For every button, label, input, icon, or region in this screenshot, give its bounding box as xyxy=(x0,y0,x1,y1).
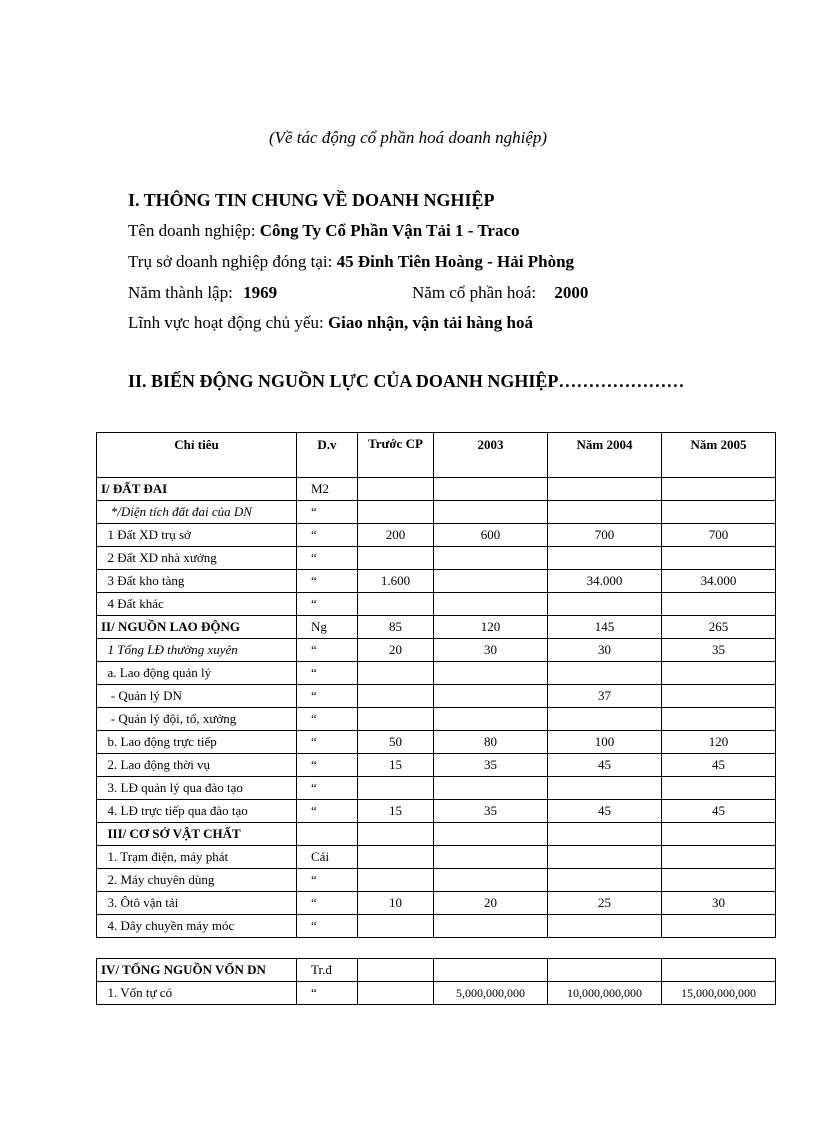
resources-table xyxy=(96,432,776,938)
table-row xyxy=(97,639,776,662)
row-unit: “ xyxy=(297,685,358,708)
table-row xyxy=(97,570,776,593)
row-label: 2. Máy chuyên dùng xyxy=(97,869,297,892)
row-value xyxy=(434,869,548,892)
row-value xyxy=(434,823,548,846)
row-label: 3. LĐ quản lý qua đào tạo xyxy=(97,777,297,800)
row-unit: “ xyxy=(297,501,358,524)
row-unit: “ xyxy=(297,708,358,731)
row-value: 45 xyxy=(662,754,776,777)
row-value xyxy=(434,478,548,501)
row-value: 10 xyxy=(358,892,434,915)
row-value xyxy=(662,547,776,570)
row-value: 120 xyxy=(434,616,548,639)
row-unit: “ xyxy=(297,524,358,547)
row-label: IV/ TỔNG NGUỒN VỐN DN xyxy=(97,959,297,982)
table-row xyxy=(97,685,776,708)
row-label: a. Lao động quản lý xyxy=(97,662,297,685)
table-row xyxy=(97,869,776,892)
row-label: I/ ĐẤT ĐAI xyxy=(97,478,297,501)
business-field-value: Giao nhận, vận tải hàng hoá xyxy=(327,313,533,332)
row-value: 200 xyxy=(358,524,434,547)
table-row xyxy=(97,823,776,846)
row-value xyxy=(358,959,434,982)
row-value: 45 xyxy=(548,754,662,777)
row-value xyxy=(358,547,434,570)
row-label: b. Lao động trực tiếp xyxy=(97,731,297,754)
row-value xyxy=(434,501,548,524)
row-label: 2. Lao động thời vụ xyxy=(97,754,297,777)
address-label: Trụ sở doanh nghiệp đóng tại: xyxy=(128,252,333,271)
row-value: 1.600 xyxy=(358,570,434,593)
row-value: 34.000 xyxy=(548,570,662,593)
row-value xyxy=(434,846,548,869)
row-value xyxy=(358,478,434,501)
row-label: - Quản lý đội, tổ, xưởng xyxy=(97,708,297,731)
header-2003: 2003 xyxy=(434,433,548,478)
row-label: 3 Đất kho tàng xyxy=(97,570,297,593)
row-value xyxy=(662,685,776,708)
table-row xyxy=(97,982,776,1005)
row-value: 600 xyxy=(434,524,548,547)
table-row xyxy=(97,892,776,915)
table-row xyxy=(97,547,776,570)
row-value xyxy=(434,685,548,708)
row-value xyxy=(662,869,776,892)
row-value xyxy=(434,959,548,982)
row-value xyxy=(434,662,548,685)
row-value xyxy=(548,959,662,982)
row-label: 1 Tổng LĐ thường xuyên xyxy=(97,639,297,662)
row-value xyxy=(548,708,662,731)
row-value xyxy=(434,708,548,731)
row-value xyxy=(358,593,434,616)
business-field-line xyxy=(128,313,533,333)
row-value xyxy=(548,869,662,892)
table-row xyxy=(97,708,776,731)
row-value: 15,000,000,000 xyxy=(662,982,776,1005)
row-value xyxy=(358,777,434,800)
row-value xyxy=(548,777,662,800)
row-value: 120 xyxy=(662,731,776,754)
row-value xyxy=(662,823,776,846)
company-name-line xyxy=(128,221,520,241)
row-unit: “ xyxy=(297,639,358,662)
row-unit: Cái xyxy=(297,846,358,869)
row-value: 265 xyxy=(662,616,776,639)
address-line xyxy=(128,252,574,272)
founded-value: 1969 xyxy=(243,283,278,302)
row-label: 4 Đất khác xyxy=(97,593,297,616)
row-value: 100 xyxy=(548,731,662,754)
row-value: 37 xyxy=(548,685,662,708)
row-value: 15 xyxy=(358,754,434,777)
row-value: 35 xyxy=(434,754,548,777)
capital-table xyxy=(96,958,776,1005)
row-value: 30 xyxy=(434,639,548,662)
table-row xyxy=(97,478,776,501)
table-row xyxy=(97,501,776,524)
table-row xyxy=(97,915,776,938)
business-field-label: Lĩnh vực hoạt động chủ yếu: xyxy=(128,313,324,332)
row-value xyxy=(662,846,776,869)
row-value xyxy=(358,846,434,869)
row-value: 30 xyxy=(548,639,662,662)
row-value xyxy=(434,593,548,616)
header-2005: Năm 2005 xyxy=(662,433,776,478)
row-value xyxy=(662,777,776,800)
row-unit: Ng xyxy=(297,616,358,639)
row-value xyxy=(358,662,434,685)
company-name-value: Công Ty Cổ Phần Vận Tải 1 - Traco xyxy=(259,221,520,240)
row-value: 5,000,000,000 xyxy=(434,982,548,1005)
row-value: 10,000,000,000 xyxy=(548,982,662,1005)
address-value: 45 Đinh Tiên Hoàng - Hải Phòng xyxy=(336,252,575,271)
row-unit: “ xyxy=(297,662,358,685)
row-value: 85 xyxy=(358,616,434,639)
row-value: 35 xyxy=(662,639,776,662)
row-unit xyxy=(297,823,358,846)
table-row xyxy=(97,593,776,616)
row-value xyxy=(358,915,434,938)
table-row xyxy=(97,524,776,547)
row-value xyxy=(662,593,776,616)
row-value xyxy=(662,662,776,685)
row-value: 34.000 xyxy=(662,570,776,593)
row-value xyxy=(358,869,434,892)
row-value xyxy=(662,959,776,982)
row-value xyxy=(358,823,434,846)
row-label: 1. Vốn tự có xyxy=(97,982,297,1005)
equitized-value: 2000 xyxy=(554,283,589,302)
row-unit: “ xyxy=(297,754,358,777)
row-value: 25 xyxy=(548,892,662,915)
row-label: - Quản lý DN xyxy=(97,685,297,708)
row-value: 700 xyxy=(548,524,662,547)
section1-heading: I. THÔNG TIN CHUNG VỀ DOANH NGHIỆP xyxy=(128,190,495,210)
row-label: 3. Ôtô vận tải xyxy=(97,892,297,915)
table-header-row xyxy=(97,433,776,478)
row-unit: “ xyxy=(297,982,358,1005)
row-value xyxy=(548,662,662,685)
row-value xyxy=(548,547,662,570)
row-value xyxy=(358,982,434,1005)
row-unit: “ xyxy=(297,777,358,800)
row-value: 35 xyxy=(434,800,548,823)
row-unit: “ xyxy=(297,570,358,593)
row-value xyxy=(548,846,662,869)
row-value xyxy=(548,823,662,846)
row-value xyxy=(434,570,548,593)
row-value xyxy=(548,915,662,938)
header-unit: D.v xyxy=(297,433,358,478)
row-value xyxy=(434,915,548,938)
row-value xyxy=(662,478,776,501)
row-unit: M2 xyxy=(297,478,358,501)
table-row xyxy=(97,846,776,869)
row-value xyxy=(358,685,434,708)
row-value xyxy=(662,501,776,524)
row-value xyxy=(434,777,548,800)
row-value: 30 xyxy=(662,892,776,915)
row-value: 45 xyxy=(548,800,662,823)
row-label: 4. LĐ trực tiếp qua đào tạo xyxy=(97,800,297,823)
row-label: */Diện tích đất đai của DN xyxy=(97,501,297,524)
row-value xyxy=(662,915,776,938)
document-subtitle: (Về tác động cổ phần hoá doanh nghiệp) xyxy=(268,128,548,147)
row-label: 4. Dây chuyền máy móc xyxy=(97,915,297,938)
row-value: 50 xyxy=(358,731,434,754)
row-unit: “ xyxy=(297,731,358,754)
company-name-label: Tên doanh nghiệp: xyxy=(128,221,256,240)
row-value: 145 xyxy=(548,616,662,639)
header-before-equitization: Trước CP xyxy=(358,433,434,478)
header-2004: Năm 2004 xyxy=(548,433,662,478)
row-value: 15 xyxy=(358,800,434,823)
row-value: 80 xyxy=(434,731,548,754)
table-row xyxy=(97,616,776,639)
row-label: II/ NGUỒN LAO ĐỘNG xyxy=(97,616,297,639)
row-value: 45 xyxy=(662,800,776,823)
row-value xyxy=(358,501,434,524)
row-value xyxy=(662,708,776,731)
row-unit: “ xyxy=(297,915,358,938)
row-value xyxy=(434,547,548,570)
row-unit: Tr.đ xyxy=(297,959,358,982)
row-unit: “ xyxy=(297,593,358,616)
equitized-label: Năm cổ phần hoá: xyxy=(412,283,537,302)
row-label: III/ CƠ SỞ VẬT CHẤT xyxy=(97,823,297,846)
row-label: 1. Trạm điện, máy phát xyxy=(97,846,297,869)
table-row xyxy=(97,662,776,685)
row-unit: “ xyxy=(297,547,358,570)
row-unit: “ xyxy=(297,800,358,823)
row-value xyxy=(548,501,662,524)
founded-line xyxy=(128,283,277,303)
section2-heading: II. BIẾN ĐỘNG NGUỒN LỰC CỦA DOANH NGHIỆP………………… xyxy=(128,371,685,391)
equitized-line xyxy=(412,283,588,303)
row-value xyxy=(548,593,662,616)
row-unit: “ xyxy=(297,869,358,892)
table-row xyxy=(97,754,776,777)
row-unit: “ xyxy=(297,892,358,915)
table-row xyxy=(97,800,776,823)
row-value: 20 xyxy=(358,639,434,662)
row-value: 20 xyxy=(434,892,548,915)
row-value xyxy=(358,708,434,731)
row-value xyxy=(548,478,662,501)
row-value: 700 xyxy=(662,524,776,547)
founded-label: Năm thành lập: xyxy=(128,283,233,302)
header-indicator: Chỉ tiêu xyxy=(97,433,297,478)
row-label: 2 Đất XD nhà xưởng xyxy=(97,547,297,570)
table-row xyxy=(97,731,776,754)
row-label: 1 Đất XD trụ sở xyxy=(97,524,297,547)
table-row xyxy=(97,959,776,982)
table-row xyxy=(97,777,776,800)
